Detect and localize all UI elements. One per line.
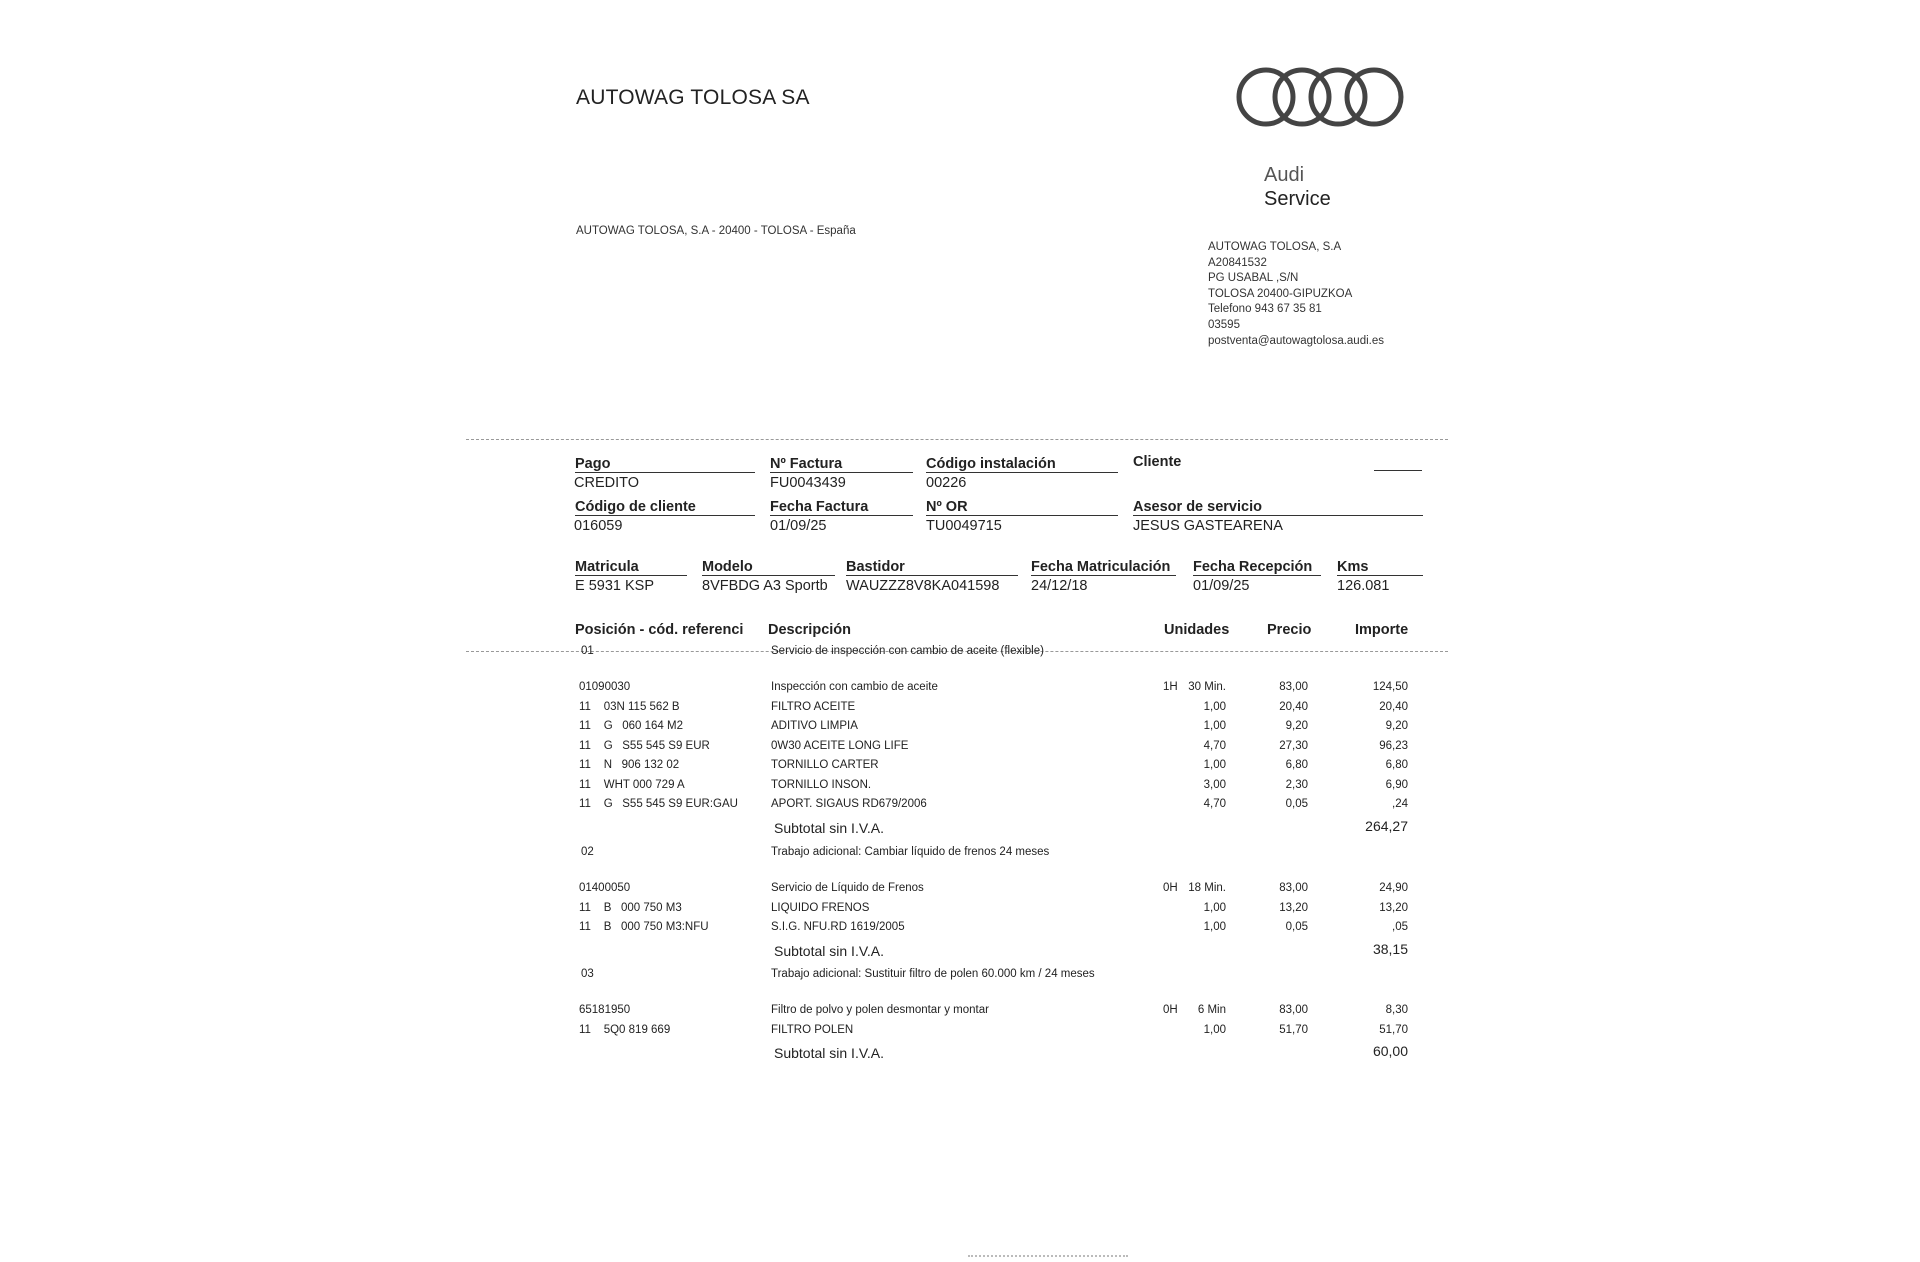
line-amount: 13,20 [1379,901,1408,914]
label-underline [1337,575,1423,576]
label-underline [702,575,835,576]
line-amount: ,24 [1392,798,1408,810]
line-amount: ,05 [1392,921,1408,933]
section-title: Servicio de inspección con cambio de aceite (flexible) [771,645,1044,657]
line-amount: 51,70 [1379,1023,1408,1036]
label-underline [1133,515,1423,516]
kms-value: 126.081 [1337,578,1390,594]
audi-rings-logo [1236,64,1406,130]
line-ref: 01090030 [579,681,631,693]
subtotal-label: Subtotal sin I.V.A. [774,819,884,836]
fecha-matriculacion-label: Fecha Matriculación [1031,559,1171,575]
modelo-label: Modelo [702,559,753,575]
line-price: 83,00 [1279,882,1308,894]
line-units: 1,00 [1203,700,1226,713]
line-description: TORNILLO CARTER [771,759,879,771]
fecha-recepcion-label: Fecha Recepción [1193,559,1313,575]
separator [466,439,1448,440]
col-header-units: Unidades [1164,622,1230,638]
line-ref: 11 5Q0 819 669 [579,1023,671,1036]
line-description: ADITIVO LIMPIA [771,720,858,732]
brand-audi: Audi [1264,164,1305,186]
fecha-factura-value: 01/09/25 [770,518,827,534]
line-description: APORT. SIGAUS RD679/2006 [771,798,927,810]
kms-label: Kms [1337,559,1369,575]
line-price: 83,00 [1279,1004,1308,1016]
instalacion-label: Código instalación [926,456,1056,472]
line-amount: 6,80 [1385,759,1408,771]
label-underline [575,575,687,576]
line-units: 6 Min [1197,1004,1226,1016]
subtotal-value: 264,27 [1365,817,1408,834]
modelo-value: 8VFBDG A3 Sportb [702,578,828,594]
line-units: 1,00 [1203,901,1226,914]
line-ref: 11 G 060 164 M2 [579,720,683,732]
line-price: 0,05 [1285,798,1308,810]
line-units: 1,00 [1203,1023,1226,1036]
col-header-amount: Importe [1355,622,1409,638]
line-description: Filtro de polvo y polen desmontar y montar [771,1004,989,1016]
company-name: AUTOWAG TOLOSA SA [576,86,810,109]
label-underline [575,515,755,516]
instalacion-value: 00226 [926,475,967,491]
line-description: LIQUIDO FRENOS [771,901,870,914]
line-ref: 11 G S55 545 S9 EUR [579,739,710,752]
asesor-label: Asesor de servicio [1133,499,1262,515]
line-description: Inspección con cambio de aceite [771,681,938,693]
line-ref: 11 03N 115 562 B [579,700,680,713]
line-amount: 8,30 [1385,1004,1408,1016]
or-value: TU0049715 [926,518,1002,534]
line-ref: 11 WHT 000 729 A [579,778,685,791]
subtotal-label: Subtotal sin I.V.A. [774,942,884,959]
matricula-label: Matricula [575,559,639,575]
or-label: Nº OR [926,499,968,515]
section-code: 03 [581,968,594,980]
label-underline [1031,575,1176,576]
section-code: 02 [581,846,594,858]
line-units: 1,00 [1203,720,1226,732]
fecha-factura-label: Fecha Factura [770,499,869,515]
line-amount: 20,40 [1379,700,1408,713]
brand-service: Service [1264,188,1331,210]
col-header-position: Posición - cód. referenci [575,622,744,638]
line-price: 13,20 [1279,901,1308,914]
line-hours: 0H [1163,1004,1178,1016]
address-line: Telefono 943 67 35 81 [1208,303,1322,316]
line-units: 3,00 [1203,778,1226,791]
stamp-mark [968,1255,1128,1262]
label-underline [770,515,913,516]
sender-line: AUTOWAG TOLOSA, S.A - 20400 - TOLOSA - España [576,225,856,237]
codigo-cliente-value: 016059 [574,518,623,534]
line-description: TORNILLO INSON. [771,778,872,791]
label-underline [1374,470,1422,471]
subtotal-value: 60,00 [1372,1043,1408,1059]
line-description: S.I.G. NFU.RD 1619/2005 [771,921,905,933]
pago-value: CREDITO [574,475,639,491]
line-amount: 124,50 [1372,681,1408,693]
line-ref: 11 B 000 750 M3:NFU [579,921,709,933]
line-price: 6,80 [1285,759,1308,771]
line-price: 27,30 [1279,739,1308,752]
address-line: A20841532 [1208,256,1267,269]
line-description: 0W30 ACEITE LONG LIFE [771,739,909,752]
section-title: Trabajo adicional: Sustituir filtro de polen 60.000 km / 24 meses [771,968,1095,980]
line-amount: 9,20 [1385,720,1408,732]
line-units: 30 Min. [1188,681,1226,693]
label-underline [770,472,913,473]
matricula-value: E 5931 KSP [575,578,654,594]
line-amount: 24,90 [1379,882,1408,894]
line-units: 1,00 [1203,759,1226,771]
line-amount: 96,23 [1379,739,1408,752]
address-line: PG USABAL ,S/N [1208,272,1299,285]
col-header-description: Descripción [768,622,851,638]
subtotal-label: Subtotal sin I.V.A. [774,1045,884,1061]
cliente-label: Cliente [1133,454,1182,470]
line-description: Servicio de Líquido de Frenos [771,882,924,894]
line-hours: 0H [1163,882,1178,894]
line-price: 20,40 [1279,700,1308,713]
line-description: FILTRO ACEITE [771,700,856,713]
line-units: 1,00 [1203,921,1226,933]
line-description: FILTRO POLEN [771,1023,854,1036]
fecha-recepcion-value: 01/09/25 [1193,578,1250,594]
factura-label: Nº Factura [770,456,843,472]
address-line: postventa@autowagtolosa.audi.es [1208,334,1384,347]
line-units: 4,70 [1203,798,1226,810]
label-underline [926,515,1118,516]
line-hours: 1H [1163,681,1178,693]
line-ref: 11 N 906 132 02 [579,759,680,771]
line-price: 83,00 [1279,681,1308,693]
address-line: TOLOSA 20400-GIPUZKOA [1208,287,1353,300]
codigo-cliente-label: Código de cliente [575,499,696,515]
line-price: 9,20 [1285,720,1308,732]
subtotal-value: 38,15 [1372,940,1408,957]
line-units: 18 Min. [1188,882,1226,894]
line-price: 2,30 [1285,778,1308,791]
section-title: Trabajo adicional: Cambiar líquido de frenos 24 meses [771,846,1050,858]
col-header-price: Precio [1267,622,1312,638]
label-underline [926,472,1118,473]
address-line: AUTOWAG TOLOSA, S.A [1208,241,1342,253]
line-price: 51,70 [1279,1023,1308,1036]
line-price: 0,05 [1285,921,1308,933]
bastidor-label: Bastidor [846,559,905,575]
asesor-value: JESUS GASTEARENA [1133,518,1283,534]
line-units: 4,70 [1203,739,1226,752]
factura-value: FU0043439 [770,475,846,491]
pago-label: Pago [575,456,611,472]
line-ref: 65181950 [579,1004,631,1016]
bastidor-value: WAUZZZ8V8KA041598 [846,578,1000,594]
section-code: 01 [581,645,594,657]
dealer-address [1208,240,1384,349]
line-ref: 11 G S55 545 S9 EUR:GAU [579,798,738,810]
label-underline [846,575,1018,576]
line-ref: 11 B 000 750 M3 [579,901,682,914]
label-underline [1193,575,1321,576]
line-amount: 6,90 [1385,778,1408,791]
line-ref: 01400050 [579,882,631,894]
label-underline [575,472,755,473]
address-line: 03595 [1208,318,1240,331]
fecha-matriculacion-value: 24/12/18 [1031,578,1088,594]
